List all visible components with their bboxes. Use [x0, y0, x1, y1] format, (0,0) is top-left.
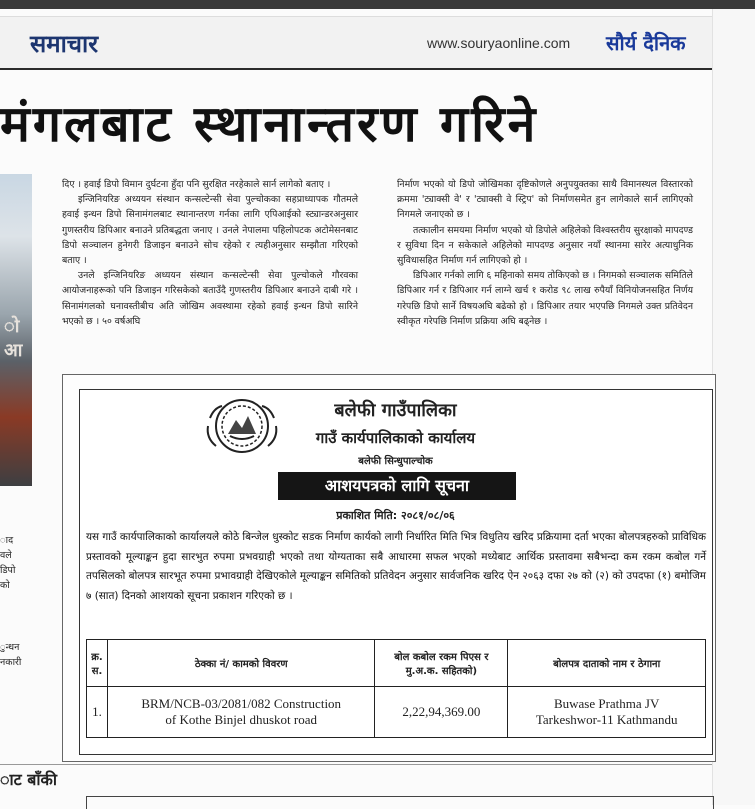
amount-cell: 2,22,94,369.00 — [375, 687, 508, 738]
notice-body: यस गाउँ कार्यपालिकाको कार्यालयले कोठे बिन्जेल धुस्कोट सडक निर्माण कार्यको लागी निर्धारित मिति भित्र विधुतिय खरिद प्रक्रियामा दर्ता भएका बोलपत्रहरुको प्राविधिक प्रस्तावको मूल्याङ्कन हुदा सारभुत रुपमा प्रभवग्राही भएको तथा योग्यताका सबै आधारमा सफल भएको मध्येबाट आर्थिक प्रस्तावमा सबैभन्दा कम रकम कबोल गर्ने तपसिलको बोलपत्र सारभूत रुपमा प्रभावग्राही देखिएकोले मूल्याङ्कन समितिको प्रतिवेदन अनुसार सार्वजनिक खरिद ऐन २०६३ दफा २७ को (२) को उपदफा (१) बमोजिम ७ (सात) दिनको आशयको सूचना प्रकाशन गरिएको छ । — [86, 531, 706, 602]
bid-table — [86, 639, 706, 738]
left-fragment: ाद — [0, 535, 14, 546]
article-column-2 — [397, 177, 693, 329]
paragraph: डिपिआर गर्नको लागि ६ महिनाको समय तोकिएको छ । निगमको सञ्चालक समितिले डिपिआर गर्न र डिपिआर गर्न लाग्ने खर्च १ करोड ९८ लाख रुपैयाँ विनियोजनसहित निर्णय गरेपछि डिपो सार्ने विषयअघि बढेको हो । डिपिआर तयार भएपछि निगमले उक्त प्रतिवेदन स्वीकृत गरेपछि निर्माण प्रक्रिया अघि बढ्नेछ । — [397, 270, 693, 327]
next-headline: ाट बाँकी — [0, 770, 57, 789]
office-name: गाउँ कार्यपालिकाको कार्यालय — [315, 429, 476, 447]
left-fragment: ुन्धन — [0, 642, 20, 653]
left-fragment: नकारी — [0, 657, 22, 668]
newspaper-brand: सौर्य दैनिक — [606, 31, 686, 55]
column-header: बोल कबोल रकम पिएस र मु.अ.क. सहितको) — [375, 640, 508, 687]
office-location: बलेफी सिन्धुपाल्चोक — [358, 456, 433, 467]
paragraph: उनले इन्जिनियरिङ अध्ययन संस्थान कन्सल्टेन्सी सेवा पुल्चोकले गौरवका आयोजनाहरूको पनि डिजाइन गरिसकेको बताउँदै गुणस्तरीय डिपिआर बनाउने दाबी गरे । सिनामंगलको घनावस्तीबीच अति जोखिम अवस्थामा रहेको हवाई इन्धन डिपो सारिने भएको छ । ५० वर्षअघि — [62, 270, 358, 327]
published-date: प्रकाशित मिति: २०८१/०८/०६ — [336, 509, 455, 522]
paragraph: इन्जिनियरिङ अध्ययन संस्थान कन्सल्टेन्सी सेवा पुल्चोकका सहप्राध्यापक गौतमले हवाई इन्धन डिपो सिनामंगलबाट स्थानान्तरण गर्नका लागि एपिआईको स्ट्यान्डरअनुसार गुणस्तरीय डिपिआर बनाउने प्रतिबद्धता जनाए । उनले नेपालमा पहिलोपटक अटोमेसनबाट डिपो सञ्चालन हुनेगरी डिजाइन बनाउने सोच रहेको र त्यहीअनुसार सम्झौता गरिएको बताए । — [62, 194, 358, 267]
bidder-cell — [508, 687, 706, 738]
serial-cell: 1. — [87, 687, 108, 738]
article-headline: मंगलबाट स्थानान्तरण गरिने — [0, 95, 539, 153]
paragraph: निर्माण भएको यो डिपो जोखिमका दृष्टिकोणले अनुपयुक्तका साथै विमानस्थल विस्तारको क्रममा 'ट्याक्सी वे' र 'ट्याक्सी वे स्ट्रिप' को निर्माणसमेत हुन लागेकाले सार्न लागिएको निगमले जनाएको छ । — [397, 179, 693, 221]
next-box — [86, 796, 714, 809]
notice-title: आशयपत्रको लागि सूचना — [278, 472, 516, 500]
section-label: समाचार — [30, 30, 99, 58]
column-header: ठेक्का नं/ कामको विवरण — [107, 640, 374, 687]
photo-text: ो आ — [4, 316, 23, 361]
bidder-line: Buwase Prathma JV — [553, 696, 660, 711]
contract-line: of Kothe Binjel dhuskot road — [165, 712, 318, 727]
left-fragment: डिपो — [0, 565, 16, 576]
section-divider — [0, 764, 712, 765]
site-url: www.souryaonline.com — [427, 35, 571, 51]
left-fragment: को — [0, 580, 10, 591]
left-fragment: वले — [0, 550, 12, 561]
contract-cell — [107, 687, 374, 738]
top-bar — [0, 0, 755, 9]
article-column-1 — [62, 177, 358, 329]
header-rule — [0, 68, 712, 70]
bidder-line: Tarkeshwor-11 Kathmandu — [535, 712, 678, 727]
paragraph: दिए । हवाई डिपो विमान दुर्घटना हुँदा पनि सुरक्षित नरहेकाले सार्न लागेको बताए । — [62, 179, 331, 190]
column-header: बोलपत्र दाताको नाम र ठेगाना — [508, 640, 706, 687]
column-header: क्र. स. — [87, 640, 108, 687]
municipality-name: बलेफी गाउँपालिका — [334, 400, 457, 421]
contract-line: BRM/NCB-03/2081/082 Construction — [141, 696, 342, 711]
page-header — [0, 16, 712, 69]
paragraph: तत्कालीन समयमा निर्माण भएको यो डिपोले अहिलेको विश्वस्तरीय सुरक्षाको मापदण्ड र सुविधा दिन न सकेकाले अहिलेको मापदण्ड अनुसार नयाँ स्थानमा सारेर अत्याधुनिक सुविधासहित निर्माण गर्न लागिएको हो । — [397, 224, 693, 267]
table-row — [87, 687, 706, 738]
table-header-row — [87, 640, 706, 687]
